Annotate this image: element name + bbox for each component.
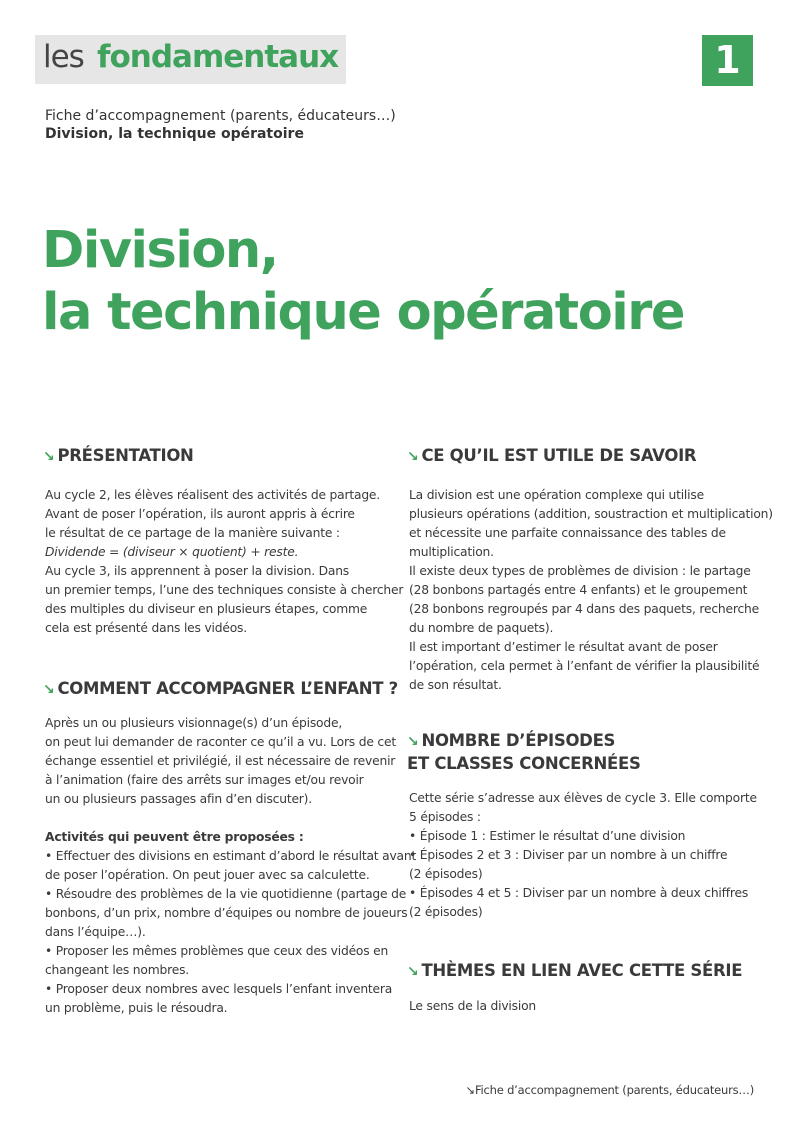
text-line: (28 bonbons partagés entre 4 enfants) et le groupement [409,583,748,597]
text-line: (2 épisodes) [409,867,483,881]
heading-text: ET CLASSES CONCERNÉES [407,754,641,773]
logo-fondamentaux: fondamentaux [97,39,339,75]
section-heading-episodes [407,730,641,775]
text-line: plusieurs opérations (addition, soustraction et multiplication) [409,507,773,521]
section-body-accompagner [45,714,419,1018]
text-line: • Épisodes 4 et 5 : Diviser par un nombre à deux chiffres [409,886,749,900]
text-line: des multiples du diviseur en plusieurs étapes, comme [45,602,368,616]
heading-text: NOMBRE D’ÉPISODES [421,731,616,750]
heading-line [43,445,194,468]
section-body-themes [409,997,536,1016]
text-line: Activités qui peuvent être proposées : [45,830,304,844]
heading-text: CE QU’IL EST UTILE DE SAVOIR [421,446,697,465]
text-line: cela est présenté dans les vidéos. [45,621,247,635]
text-line: • Épisode 1 : Estimer le résultat d’une division [409,829,686,843]
text-line: • Proposer deux nombres avec lesquels l’enfant inventera [45,982,393,996]
text-line: on peut lui demander de raconter ce qu’il a vu. Lors de cet [45,735,396,749]
text-line: La division est une opération complexe qui utilise [409,488,704,502]
text-line: (28 bonbons regroupés par 4 dans des paquets, recherche [409,602,759,616]
text-line: à l’animation (faire des arrêts sur images et/ou revoir [45,773,364,787]
title-line-1: Division, [42,221,278,280]
logo-les: les [43,39,84,75]
text-line: un premier temps, l’une des techniques consiste à chercher [45,583,404,597]
section-heading-accompagner [43,678,398,701]
text-line: bonbons, d’un prix, nombre d’équipes ou nombre de joueurs [45,906,408,920]
text-line: 5 épisodes : [409,810,481,824]
heading-text: PRÉSENTATION [57,446,194,465]
text-line: Avant de poser l’opération, ils auront appris à écrire [45,507,355,521]
section-body-presentation [45,486,403,638]
text-line: Après un ou plusieurs visionnage(s) d’un épisode, [45,716,343,730]
text-line: Dividende = (diviseur × quotient) + reste. [45,545,299,559]
text-line: dans l’équipe…). [45,925,146,939]
arrow-icon: ↘ [43,682,55,698]
text-line: Il est important d’estimer le résultat avant de poser [409,640,718,654]
text-line: un problème, puis le résoudra. [45,1001,228,1015]
text-line: le résultat de ce partage de la manière suivante : [45,526,340,540]
text-line: • Épisodes 2 et 3 : Diviser par un nombre à un chiffre [409,848,728,862]
text-line: multiplication. [409,545,494,559]
text-line: changeant les nombres. [45,963,189,977]
arrow-icon: ↘ [465,1083,475,1097]
text-line: • Effectuer des divisions en estimant d’abord le résultat avant [45,849,417,863]
sheet-number-badge: 1 [702,35,753,86]
heading-line [407,445,696,468]
title-line-2: la technique opératoire [42,283,684,342]
section-heading-presentation [43,445,194,468]
text-line: Cette série s’adresse aux élèves de cycle 3. Elle comporte [409,791,757,805]
series-logo [35,35,346,84]
text-line: Au cycle 2, les élèves réalisent des activités de partage. [45,488,380,502]
text-line: • Proposer les mêmes problèmes que ceux des vidéos en [45,944,389,958]
arrow-icon: ↘ [407,734,419,750]
section-body-episodes [409,789,757,922]
page-footer [466,1083,754,1097]
text-line: l’opération, cela permet à l’enfant de vérifier la plausibilité [409,659,760,673]
heading-line [43,678,398,701]
text-line [45,809,416,828]
text-line: de son résultat. [409,678,502,692]
heading-line [407,960,742,983]
section-body-savoir [409,486,773,695]
heading-text: THÈMES EN LIEN AVEC CETTE SÉRIE [421,961,743,980]
document-topic: Division, la technique opératoire [45,126,304,142]
arrow-icon: ↘ [407,964,419,980]
text-line: un ou plusieurs passages afin d’en discuter). [45,792,312,806]
text-line: Le sens de la division [409,999,536,1013]
text-line: (2 épisodes) [409,905,483,919]
text-line: de poser l’opération. On peut jouer avec sa calculette. [45,868,370,882]
text-line: et nécessite une parfaite connaissance des tables de [409,526,726,540]
heading-text: COMMENT ACCOMPAGNER L’ENFANT ? [57,679,398,698]
text-line: • Résoudre des problèmes de la vie quotidienne (partage de [45,887,407,901]
text-line: échange essentiel et privilégié, il est nécessaire de revenir [45,754,396,768]
arrow-icon: ↘ [43,449,55,465]
footer-text: Fiche d’accompagnement (parents, éducateurs…) [474,1083,754,1097]
text-line: Il existe deux types de problèmes de division : le partage [409,564,751,578]
heading-line [407,730,641,753]
arrow-icon: ↘ [407,449,419,465]
heading-line [407,753,641,775]
section-heading-themes [407,960,742,983]
text-line: Au cycle 3, ils apprennent à poser la division. Dans [45,564,350,578]
document-subtitle: Fiche d’accompagnement (parents, éducateurs…) [45,108,396,124]
page-title [42,220,684,344]
text-line: du nombre de paquets). [409,621,554,635]
section-heading-savoir [407,445,696,468]
